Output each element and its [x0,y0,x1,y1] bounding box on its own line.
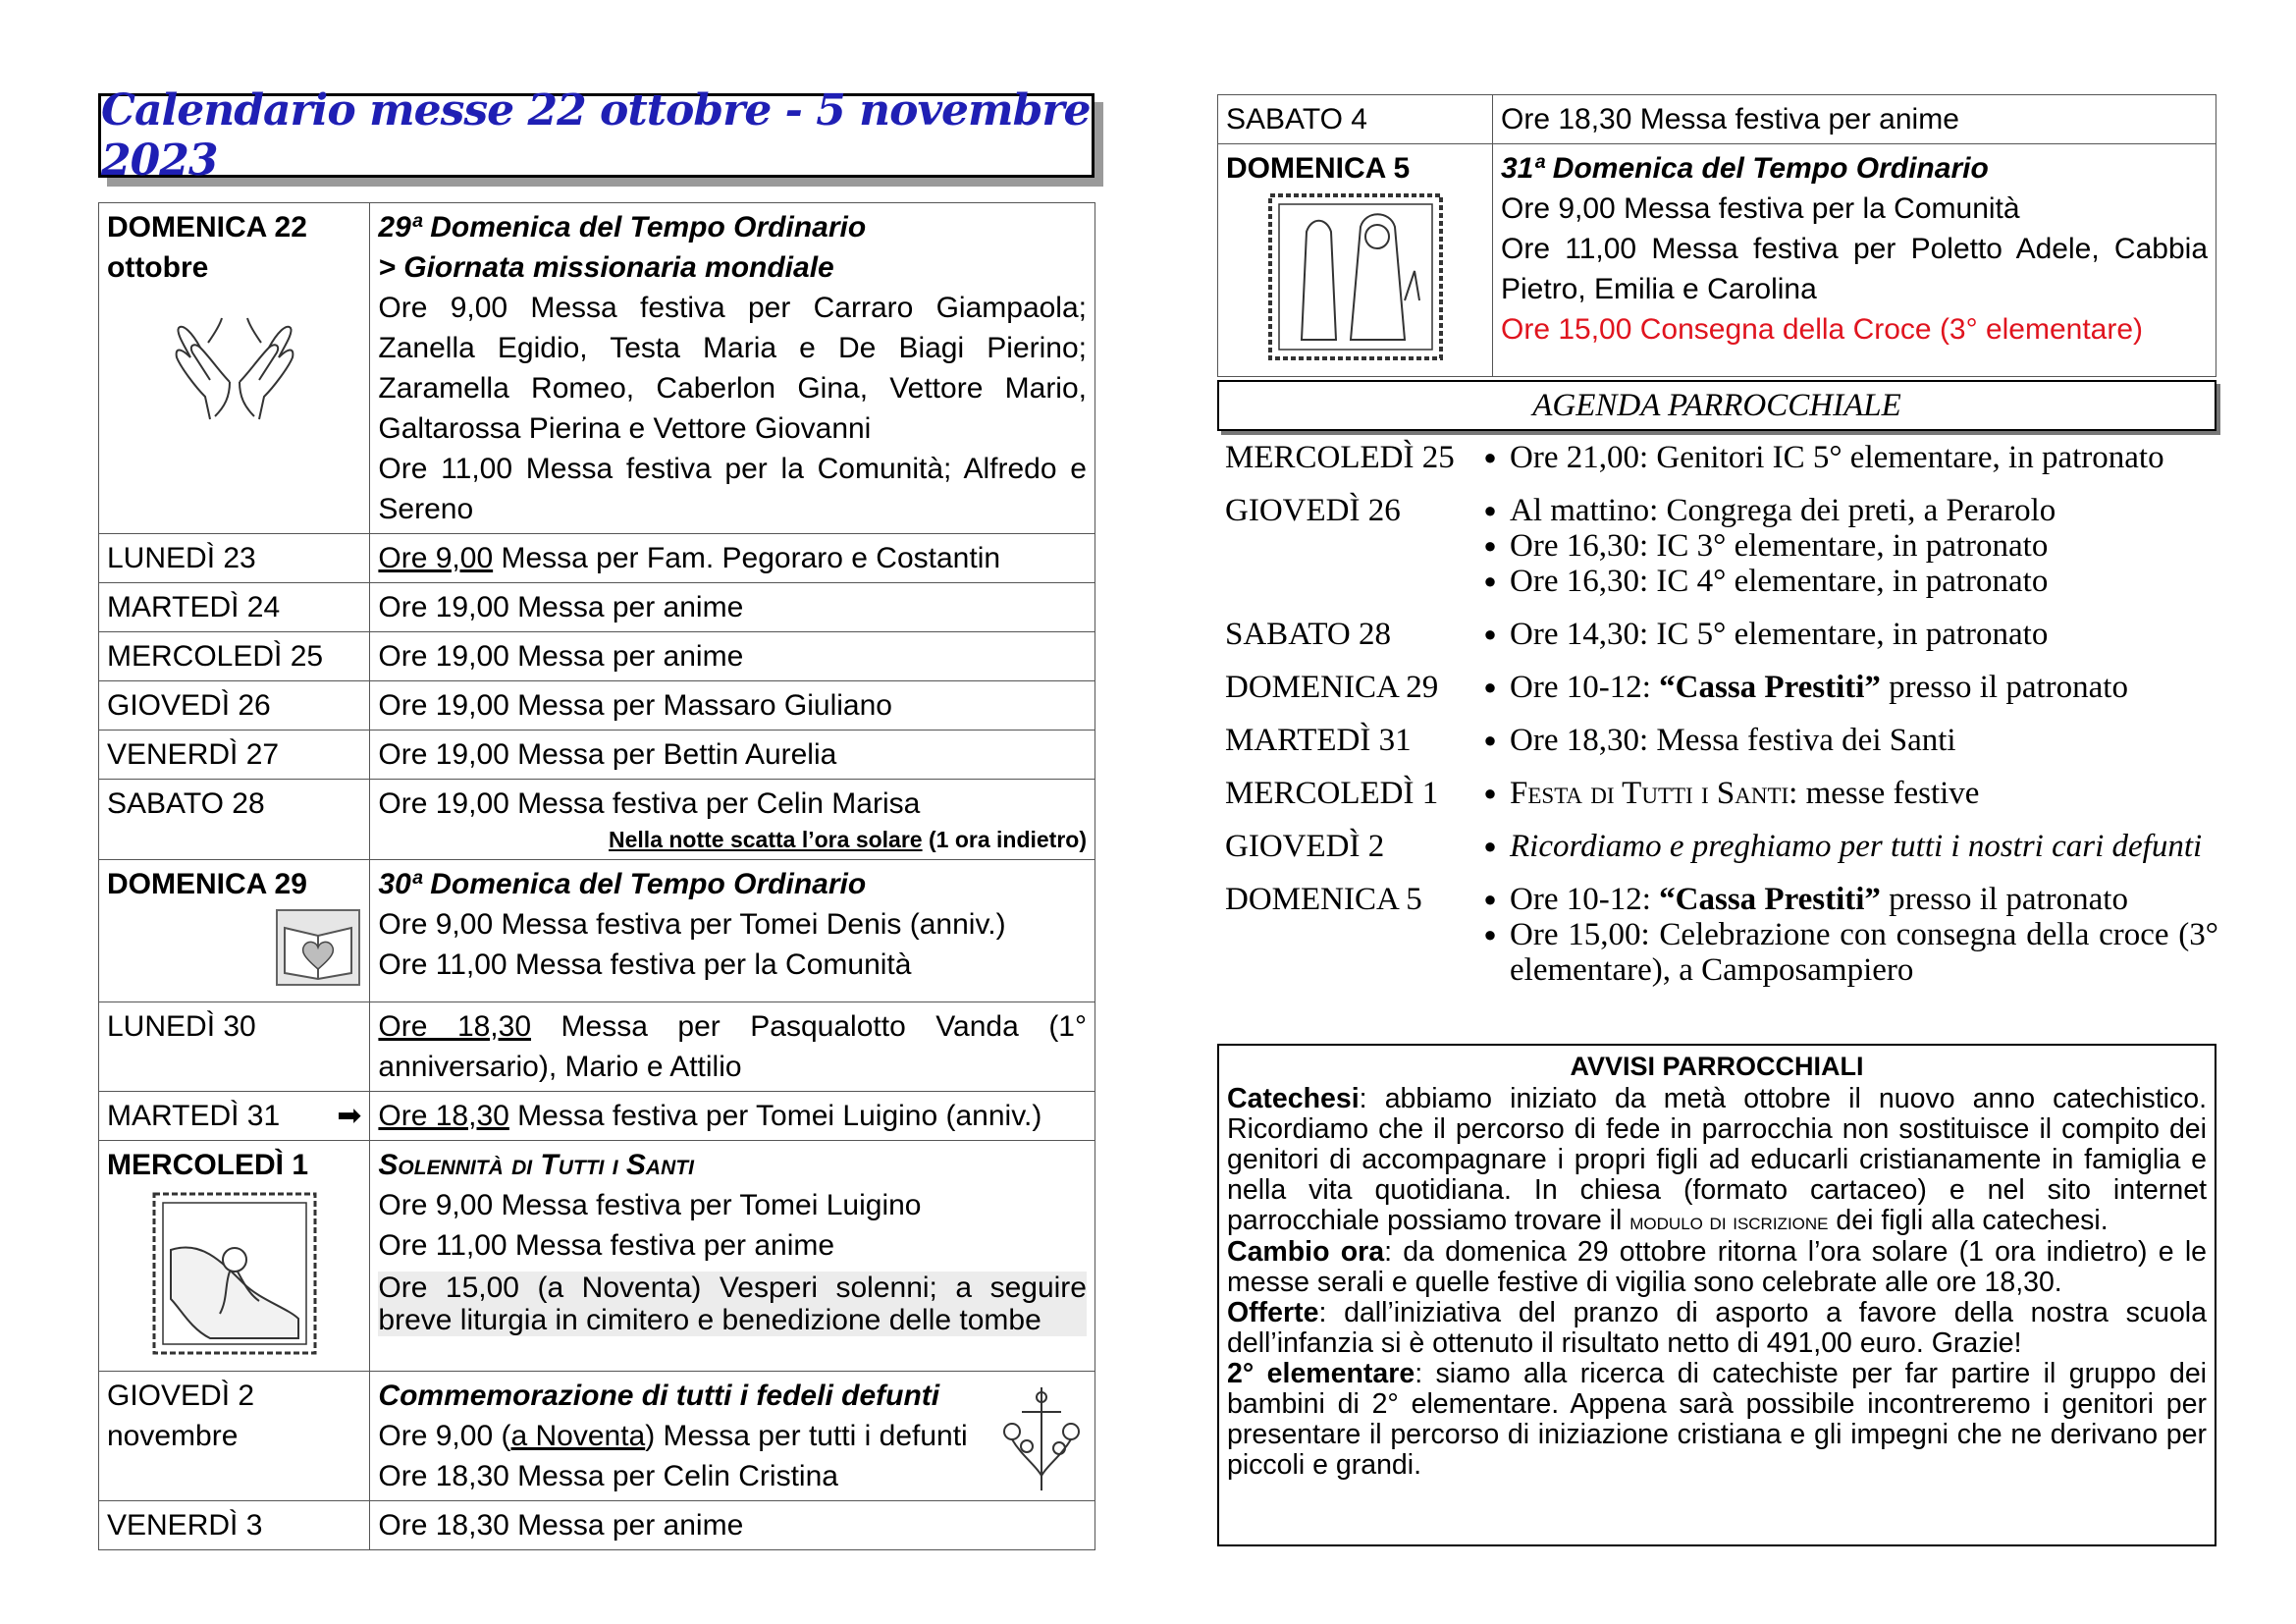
day-cell [99,1141,370,1372]
table-row [1218,144,2216,377]
event-cell [370,203,1095,534]
liturgy-title: Solennità di Tutti i Santi [378,1149,694,1181]
agenda-day: MERCOLEDÌ 1 [1225,776,1439,811]
day-label: DOMENICA 29 [107,868,307,900]
table-row [99,780,1095,860]
notice-cambio-ora: Cambio ora: da domenica 29 ottobre ritorna l’ora solare (1 ora indietro) e le messe serali e quelle festive di vigilia sono celebrate alle ore 18,30. [1227,1236,2207,1298]
event-cell: Ore 19,00 Messa per anime [370,632,1095,681]
event-cell: Ore 19,00 Messa per Massaro Giuliano [370,681,1095,731]
calendar-table [98,202,1095,1550]
bullet-icon: ● [1483,887,1497,911]
liturgy-subtitle: > Giornata missionaria mondiale [378,251,834,284]
list-item: MERCOLEDÌ 25 ● Ore 21,00: Genitori IC 5° elementare, in patronato [1225,440,2164,475]
day-cell: VENERDÌ 27 [99,731,370,780]
event-cell [370,860,1095,1002]
table-row [99,1092,1095,1141]
day-cell: LUNEDÌ 30 [99,1002,370,1092]
mass-time: Ore 18,30 [378,1010,532,1043]
mass-line: Ore 9,00 Messa festiva per Carraro Giampaola; Zanella Egidio, Testa Maria e De Biagi Pierino; Zaramella Romeo, Caberlon Gina, Vettore Mario, Galtarossa Pierina e Vettore Giovanni [378,292,1087,445]
table-row [99,1501,1095,1550]
list-item: GIOVEDÌ 2 ● Ricordiamo e preghiamo per tutti i nostri cari defunti [1225,829,2203,864]
notices-box [1217,1044,2216,1546]
event-cell [370,1092,1095,1141]
event-cell [370,780,1095,860]
day-cell: LUNEDÌ 23 [99,534,370,583]
mass-line: Ore 11,00 Messa festiva per Poletto Adele, Cabbia Pietro, Emilia e Carolina [1501,233,2208,305]
event-cell: Ore 19,00 Messa per Bettin Aurelia [370,731,1095,780]
day-cell: SABATO 28 [99,780,370,860]
notice-offerte: Offerte: dall’iniziativa del pranzo di asporto a favore della nostra scuola dell’infanzia si è ottenuto il risultato netto di 491,00 euro. Grazie! [1227,1297,2207,1359]
mass-line: Ore 9,00 Messa festiva per Tomei Luigino [378,1189,922,1221]
day-label: DOMENICA 5 [1226,152,1411,185]
page-title: Calendario messe 22 ottobre - 5 novembre 2023 [101,85,1091,186]
table-row [1218,95,2216,144]
event-cell [370,1372,1095,1501]
table-row [99,203,1095,534]
vespers-line: Ore 15,00 (a Noventa) Vesperi solenni; a seguire breve liturgia in cimitero e benedizione delle tombe [378,1272,1087,1336]
mass-line: Ore 11,00 Messa festiva per la Comunità [378,948,912,981]
calendar-table-continued [1217,94,2216,377]
jesus-disciples-icon [1226,192,1484,372]
child-in-hand-icon [107,1191,361,1367]
agenda-heading-box [1217,380,2216,431]
notices-heading: AVVISI PARROCCHIALI [1570,1052,1864,1081]
list-item: DOMENICA 29 ● Ore 10-12: “Cassa Prestiti” presso il patronato [1225,670,2128,705]
table-row [99,1372,1095,1501]
agenda-day: MARTEDÌ 31 [1225,723,1412,758]
bullet-icon: ● [1483,498,1497,522]
table-row [99,583,1095,632]
day-cell [99,1372,370,1501]
bible-heart-icon [107,908,361,998]
agenda-heading: AGENDA PARROCCHIALE [1532,387,1901,423]
cross-delivery-line: Ore 15,00 Consegna della Croce (3° elementare) [1501,313,2144,346]
list-item: MARTEDÌ 31 ● Ore 18,30: Messa festiva dei Santi [1225,723,1956,758]
open-hands-icon [107,303,361,432]
table-row [99,632,1095,681]
mass-line: Ore 18,30 Messa per Celin Cristina [378,1460,838,1492]
mass-text: Messa per Fam. Pegoraro e Costantin [493,542,1001,574]
mass-line: Ore 9,00 Messa festiva per Tomei Denis (anniv.) [378,908,1006,941]
day-cell: GIOVEDÌ 26 [99,681,370,731]
list-item: GIOVEDÌ 26 ● Al mattino: Congrega dei preti, a Perarolo ● Ore 16,30: IC 3° elementare, in patronato ● Ore 16,30: IC 4° elementare, in patronato [1225,493,2056,599]
day-cell [1218,144,1493,377]
bullet-icon: ● [1483,922,1497,947]
event-cell: Ore 18,30 Messa festiva per anime [1493,95,2216,144]
table-row [99,534,1095,583]
agenda-list [1225,440,2218,1005]
day-cell: MERCOLEDÌ 25 [99,632,370,681]
liturgy-title: 29ª Domenica del Tempo Ordinario [378,211,867,244]
event-cell [370,1002,1095,1092]
event-cell: Ore 18,30 Messa per anime [370,1501,1095,1550]
solar-time-note: Nella notte scatta l’ora solare (1 ora indietro) [609,827,1087,852]
day-label-month: novembre [107,1420,239,1452]
agenda-day: SABATO 28 [1225,617,1392,652]
list-item: SABATO 28 ● Ore 14,30: IC 5° elementare, in patronato [1225,617,2049,652]
day-label-month: ottobre [107,251,209,284]
mass-line: Ore 9,00 Messa festiva per la Comunità [1501,192,2020,225]
table-row [99,1141,1095,1372]
mass-text: Messa festiva per Tomei Luigino (anniv.) [508,1100,1042,1132]
mass-time: Ore 18,30 [378,1100,509,1132]
day-cell [99,1092,370,1141]
day-cell: VENERDÌ 3 [99,1501,370,1550]
day-label: DOMENICA 22 [107,211,307,244]
day-cell: MARTEDÌ 24 [99,583,370,632]
mass-line: Ore 11,00 Messa festiva per la Comunità; Alfredo e Sereno [378,453,1087,525]
table-row [99,731,1095,780]
day-label: MERCOLEDÌ 1 [107,1149,309,1181]
arrow-right-icon: ➡ [337,1100,362,1132]
day-cell [99,203,370,534]
bullet-icon: ● [1483,834,1497,858]
bullet-icon: ● [1483,445,1497,469]
event-cell [370,1141,1095,1372]
event-cell [370,534,1095,583]
bullet-icon: ● [1483,675,1497,699]
mass-line: Ore 9,00 (a Noventa) Messa per tutti i defunti [378,1420,968,1452]
bullet-icon: ● [1483,533,1497,558]
list-item: MERCOLEDÌ 1 ● Festa di Tutti i Santi: messe festive [1225,776,1980,811]
agenda-day: GIOVEDÌ 2 [1225,829,1385,864]
cross-flowers-icon [992,1378,1091,1506]
bullet-icon: ● [1483,568,1497,593]
day-cell: SABATO 4 [1218,95,1493,144]
agenda-day: DOMENICA 29 [1225,670,1439,705]
title-box [98,85,1095,186]
mass-line: Ore 11,00 Messa festiva per anime [378,1229,835,1262]
mass-text: Messa per Pasqualotto Vanda (1° anniversario), Mario e Attilio [378,1010,1087,1083]
agenda-day: MERCOLEDÌ 25 [1225,440,1455,475]
event-cell: Ore 19,00 Messa per anime [370,583,1095,632]
day-cell [99,860,370,1002]
liturgy-title: 31ª Domenica del Tempo Ordinario [1501,152,1989,185]
notice-catechesi: Catechesi: abbiamo iniziato da metà ottobre il nuovo anno catechistico. Ricordiamo che il percorso di fede in parrocchia non sostituisce il compito dei genitori di accompagnare i propri figli ad educarli cristianamente in famiglia e nella vita quotidiana. In chiesa (formato cartaceo) e nel sito internet parrocchiale possiamo trovare il modulo di iscrizione dei figli alla catechesi. [1227,1083,2207,1236]
bullet-icon: ● [1483,622,1497,646]
event-cell [1493,144,2216,377]
table-row [99,681,1095,731]
day-label: GIOVEDÌ 2 [107,1380,255,1412]
agenda-day: DOMENICA 5 [1225,882,1422,917]
liturgy-title: Commemorazione di tutti i fedeli defunti [378,1380,940,1412]
day-label: MARTEDÌ 31 [107,1100,281,1132]
mass-time: Ore 9,00 [378,542,494,574]
agenda-day: GIOVEDÌ 26 [1225,493,1401,528]
table-row [99,1002,1095,1092]
notice-second-grade: 2° elementare: siamo alla ricerca di catechiste per far partire il gruppo dei bambini di 2° elementare. Appena sarà possibile incontreremo i genitori per presentare il percorso di iniziazione cristiana e gli impegni che ne derivano per piccoli e grandi. [1227,1358,2207,1481]
list-item: DOMENICA 5 ● Ore 10-12: “Cassa Prestiti” presso il patronato ● Ore 15,00: Celebrazione con consegna della croce (3° elementare), a Camposampiero [1225,882,2218,988]
table-row [99,860,1095,1002]
bullet-icon: ● [1483,781,1497,805]
mass-line: Ore 19,00 Messa festiva per Celin Marisa [378,787,921,820]
bullet-icon: ● [1483,728,1497,752]
liturgy-title: 30ª Domenica del Tempo Ordinario [378,868,867,900]
